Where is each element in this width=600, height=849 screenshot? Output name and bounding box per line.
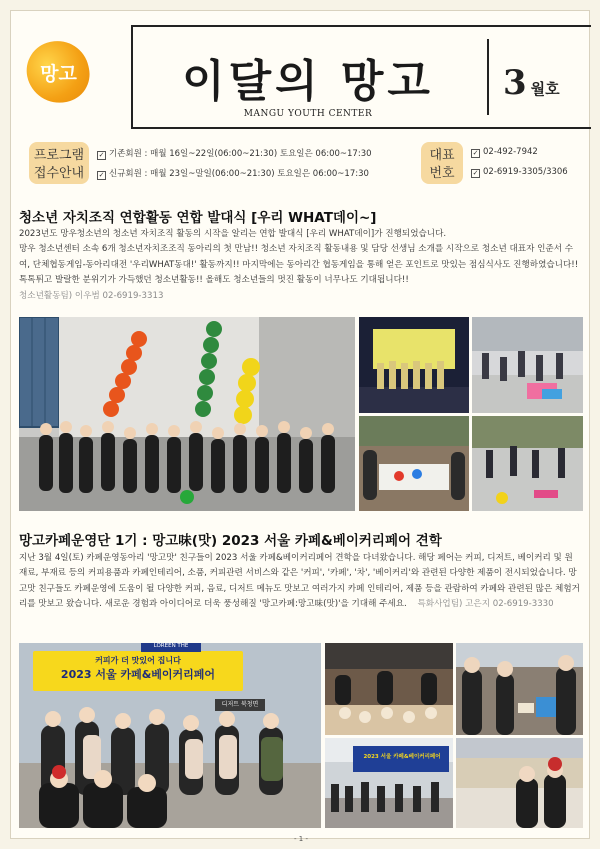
logo-text: 망고 [39, 62, 77, 85]
phone-2: 02-6919-3305/3306 [483, 167, 568, 177]
phone-line-2 [471, 167, 568, 178]
fair-banner-line-2: 2023 서울 카페&베이커리페어 [60, 668, 216, 681]
fair-hall-image [456, 738, 583, 828]
new-member-line [97, 167, 369, 180]
coffee-booth-photo [456, 643, 583, 735]
contact-badge [421, 142, 463, 184]
table-game-photo [359, 416, 469, 511]
fair-sign-top: LOREEN THE [141, 643, 201, 652]
check-icon: ✓ [98, 151, 105, 159]
fair-entrance-photo [325, 738, 453, 828]
section1-credit: 청소년활동팀) 이우범 02-6919-3313 [19, 290, 164, 301]
fair-hall-photo [456, 738, 583, 828]
page-title: 이달의 망고 [182, 56, 434, 107]
group-photo-image [19, 317, 355, 511]
stage-photo [359, 317, 469, 413]
table-game-image [359, 416, 469, 511]
header [11, 11, 591, 135]
existing-member-line [97, 147, 372, 160]
group-photo-balloons [19, 317, 355, 511]
check-icon: ✓ [472, 149, 479, 157]
info-bar [21, 139, 581, 187]
issue-number: 3 [503, 63, 527, 103]
fair-banner-line-1: 커피가 더 맛있어 집니다 [95, 656, 181, 665]
fair-sign-dessert: 디저트 북청면 [215, 699, 265, 711]
contact-label-2: 번호 [429, 166, 455, 181]
new-member-text: 신규회원 : 매월 23일~말일(06:00~21:30) 토요일은 06:00~17:30 [109, 169, 369, 179]
issue-unit: 월호 [530, 80, 560, 98]
fair-people-image [19, 643, 321, 828]
relay-game-photo [472, 416, 583, 511]
issue-label [503, 63, 560, 103]
page-number: - 1 - [294, 835, 308, 843]
header-left-rule [131, 25, 133, 129]
program-label-1: 프로그램 [33, 148, 85, 163]
section1-body [19, 227, 581, 304]
outdoor-game-image [472, 317, 583, 413]
stage-photo-image [359, 317, 469, 413]
relay-game-image [472, 416, 583, 511]
section2-body [19, 551, 581, 613]
section2-title: 망고카페운영단 1기 : 망고味(맛) 2023 서울 카페&베이커리페어 견학 [19, 533, 442, 549]
program-badge [29, 142, 89, 184]
fair-entrance-sign: 2023 서울 카페&베이커리페어 [363, 754, 441, 760]
section1-para-1: 2023년도 망우청소년의 청소년 자치조직 활동의 시작을 알리는 연합 발대식 [우리 WHAT데이]가 진행되었습니다. [19, 229, 447, 239]
section1-para-2: 망우 청소년센터 소속 6개 청소년자치조조직 동아리의 첫 만남!! 청소년 자치조직 활동내용 및 담당 선생님 소개를 시작으로 청소년 대표자 인준서 수여, 단체협동게임-동아리대전 '우리WHAT동대!' 활동까지!! 마지막에는 동아리간 협동게임을 통해 얻은 포인트로 맛있는 점심식사도 진행하였습니다!! 톡톡튀고 발랄한 분위기가 가득했던 청소년활동!! 올해도 청소년들의 멋진 활동이 너무나도 기대됩니다!! [19, 244, 579, 286]
existing-member-text: 기존회원 : 매월 16일~22일(06:00~21:30) 토요일은 06:00~17:30 [109, 149, 372, 159]
dessert-booth-image [325, 643, 453, 735]
section2-credit: 특화사업팀) 고은지 02-6919-3330 [417, 599, 554, 610]
check-icon: ✓ [472, 169, 479, 177]
header-bottom-rule [131, 127, 591, 129]
program-label-2: 접수안내 [33, 166, 85, 181]
fair-group-photo [19, 643, 321, 828]
outdoor-game-photo [472, 317, 583, 413]
phone-1: 02-492-7942 [483, 147, 538, 157]
coffee-booth-image [456, 643, 583, 735]
newsletter-page [10, 10, 590, 843]
section1-title: 청소년 자치조직 연합활동 연합 발대식 [우리 WHAT데이~] [19, 210, 377, 226]
phone-line-1 [471, 147, 538, 158]
page-subtitle: MANGU YOUTH CENTER [243, 109, 373, 119]
header-top-rule [131, 25, 591, 27]
header-divider [487, 39, 489, 115]
section2-para-1: 지난 3월 4일(토) 카페운영동아리 '망고맛' 친구들이 2023 서울 카페&베이커리페어 견학을 다녀왔습니다. 해당 페어는 커피, 디저트, 베이커리 및 원재료, 부재료 등의 커피용품과 카페인테리어, 소품, 커피관련 서비스와 같은 '커피', '카페', '차', '베이커리'와 관련된 다양한 제품이 전시되었습니다. 망고맛 친구들도 카페운영에 도움이 될 다양한 커피, 음료, 디저트 메뉴도 맛보고 여러가지 카페 인테리어, 제품 등을 관람하여 카페와 관련된 많은 체험거리를 맛보고 왔습니다. 새로운 경험과 아이디어로 더욱 풍성해질 '망고카페:망고味(맛)'을 기대해 주세요. [19, 553, 580, 610]
check-icon: ✓ [98, 171, 105, 179]
mangu-logo [21, 35, 95, 109]
dessert-booth-photo [325, 643, 453, 735]
contact-label-1: 대표 [429, 148, 455, 163]
